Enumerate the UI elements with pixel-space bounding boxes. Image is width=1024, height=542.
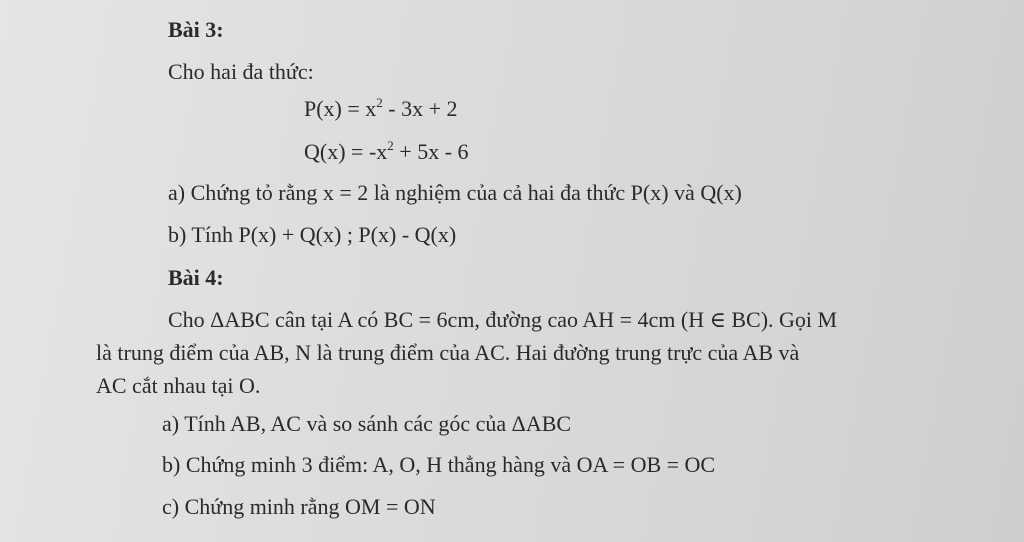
bai4-part-a: a) Tính AB, AC và so sánh các góc của ΔABC <box>162 411 572 436</box>
polynomial-q-rhs: + 5x - 6 <box>393 139 469 164</box>
polynomial-p-exponent: 2 <box>376 95 383 110</box>
bai4-paragraph-line-1: Cho ΔABC cân tại A có BC = 6cm, đường cao AH = 4cm (H ∈ BC). Gọi M <box>168 307 838 332</box>
bai3-part-a: a) Chứng tỏ rằng x = 2 là nghiệm của cả hai đa thức P(x) và Q(x) <box>168 180 742 205</box>
polynomial-q <box>304 139 469 165</box>
bai4-heading: Bài 4: <box>168 265 224 290</box>
bai3-heading: Bài 3: <box>168 17 224 42</box>
bai3-intro: Cho hai đa thức: <box>168 59 314 84</box>
polynomial-p-lhs: P(x) = x <box>304 96 377 121</box>
bai3-part-b: b) Tính P(x) + Q(x) ; P(x) - Q(x) <box>168 222 457 247</box>
polynomial-q-lhs: Q(x) = -x <box>304 139 388 164</box>
bai4-part-b: b) Chứng minh 3 điểm: A, O, H thẳng hàng và OA = OB = OC <box>162 452 716 477</box>
bai4-paragraph-line-3: AC cắt nhau tại O. <box>96 373 261 398</box>
bai4-part-c: c) Chứng minh rằng OM = ON <box>162 494 436 519</box>
polynomial-p-rhs: - 3x + 2 <box>382 96 458 121</box>
polynomial-q-exponent: 2 <box>387 138 394 153</box>
bai4-paragraph-line-2: là trung điểm của AB, N là trung điểm của AC. Hai đường trung trực của AB và <box>96 340 800 365</box>
polynomial-p <box>304 96 458 122</box>
